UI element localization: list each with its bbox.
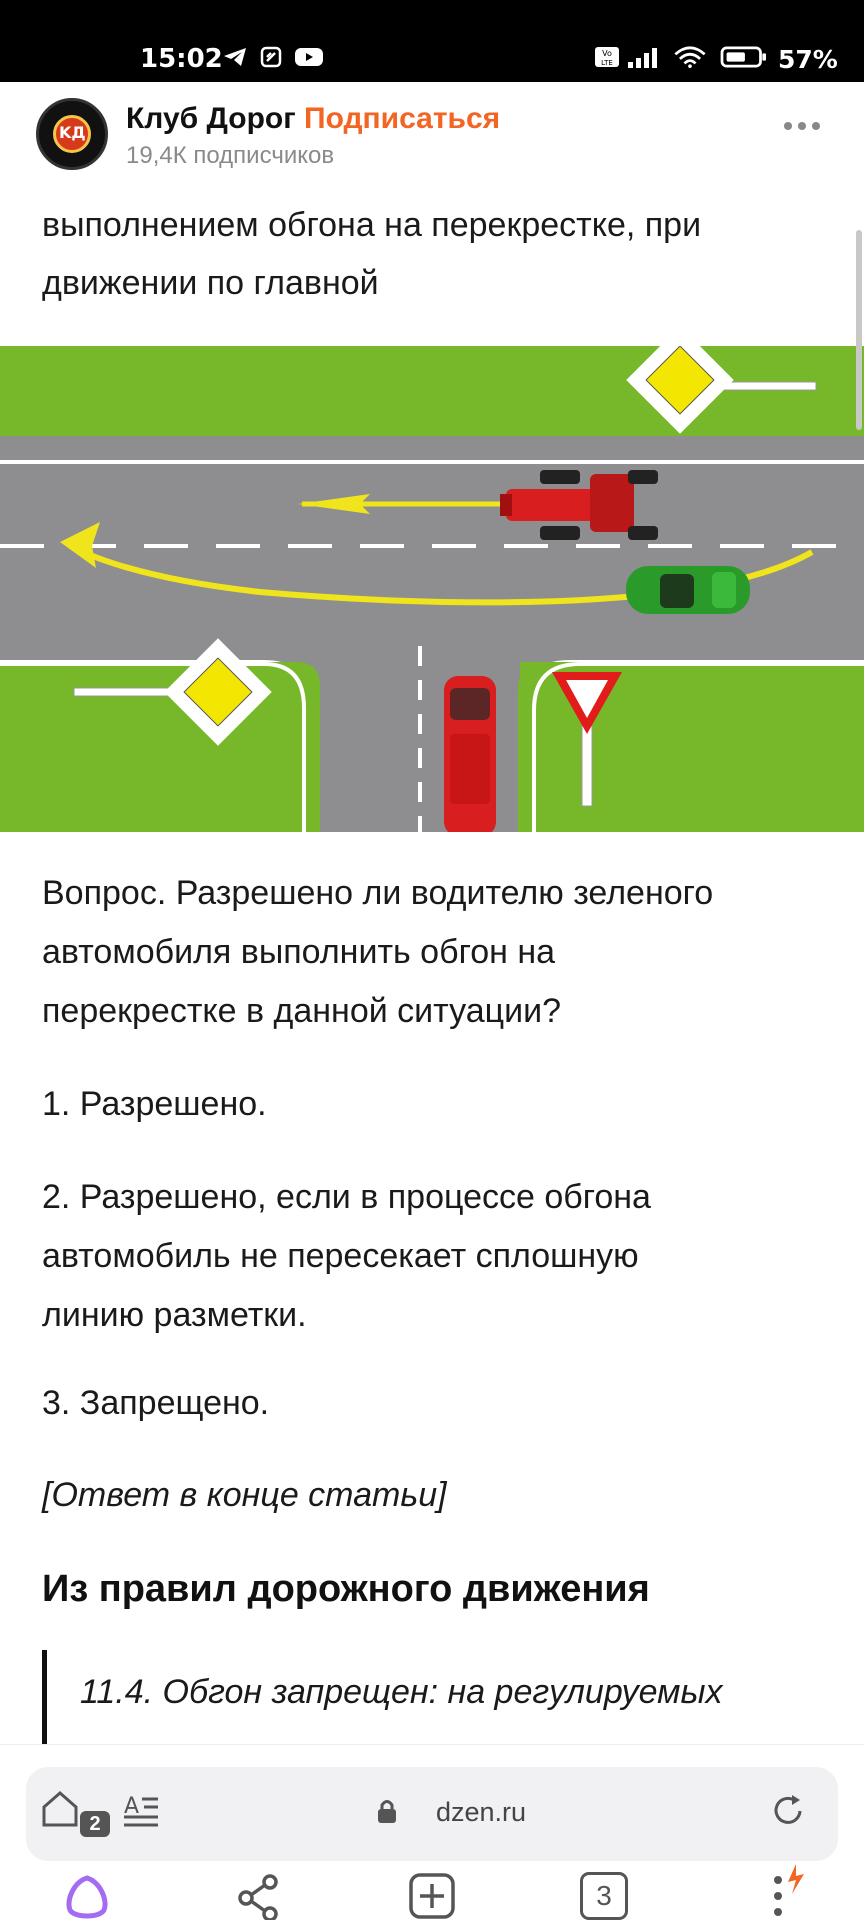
answer-line: линию разметки. <box>42 1296 307 1334</box>
wifi-icon <box>672 46 708 68</box>
section-heading: Из правил дорожного движения <box>42 1568 650 1610</box>
answer-line: 2. Разрешено, если в процессе обгона <box>42 1178 651 1216</box>
telegram-icon <box>222 46 248 68</box>
red-car <box>444 676 496 832</box>
more-options-icon[interactable] <box>784 122 824 132</box>
tabs-home-icon[interactable] <box>40 1787 80 1831</box>
page-scrollbar[interactable] <box>856 230 862 430</box>
menu-icon[interactable] <box>766 1862 814 1920</box>
youtube-icon <box>294 46 324 68</box>
share-icon[interactable] <box>236 1872 280 1920</box>
answer-option-2 <box>42 1168 842 1345</box>
reload-icon[interactable] <box>768 1791 808 1831</box>
battery-icon <box>718 46 770 68</box>
battery-percent: 57% <box>778 45 838 74</box>
rule-quote: 11.4. Обгон запрещен: на регулируемых <box>80 1673 723 1711</box>
address-bar[interactable] <box>26 1767 838 1861</box>
answer-note: [Ответ в конце статьи] <box>42 1476 447 1514</box>
lock-icon <box>376 1797 398 1825</box>
alice-assistant-icon[interactable] <box>60 1872 114 1920</box>
green-car <box>626 566 750 614</box>
clock: 15:02 <box>140 44 223 74</box>
question-line: Вопрос. Разрешено ли водителю зеленого <box>42 874 714 912</box>
notification-icon <box>260 46 282 68</box>
question-text <box>42 864 842 1041</box>
reader-mode-icon[interactable] <box>122 1791 162 1831</box>
svg-text:LTE: LTE <box>601 59 613 67</box>
url-text[interactable]: dzen.ru <box>436 1797 527 1827</box>
signal-icon <box>626 46 662 68</box>
avatar-logo-text: KД <box>59 123 86 142</box>
tabs-badge: 2 <box>80 1811 110 1837</box>
svg-text:A: A <box>124 1794 140 1819</box>
intersection-illustration <box>0 346 864 832</box>
subscriber-count: 19,4К подписчиков <box>126 142 335 169</box>
channel-avatar[interactable] <box>36 98 108 170</box>
subscribe-button[interactable]: Подписаться <box>304 102 501 135</box>
question-line: перекрестке в данной ситуации? <box>42 992 562 1030</box>
article-paragraph-line: выполнением обгона на перекрестке, при <box>42 206 702 244</box>
article-paragraph-line: движении по главной <box>42 264 379 302</box>
volte-icon <box>594 46 620 68</box>
tabs-counter-icon[interactable]: 3 <box>580 1872 628 1920</box>
status-bar <box>0 0 864 82</box>
question-line: автомобиля выполнить обгон на <box>42 933 556 971</box>
svg-text:Vo: Vo <box>602 49 612 58</box>
channel-name[interactable]: Клуб Дорог <box>126 102 296 135</box>
quote-bar <box>42 1650 47 1750</box>
new-tab-icon[interactable] <box>408 1872 456 1920</box>
channel-header <box>0 82 864 182</box>
answer-option-1: 1. Разрешено. <box>42 1085 267 1123</box>
answer-line: автомобиль не пересекает сплошную <box>42 1237 639 1275</box>
answer-option-3: 3. Запрещено. <box>42 1384 270 1422</box>
